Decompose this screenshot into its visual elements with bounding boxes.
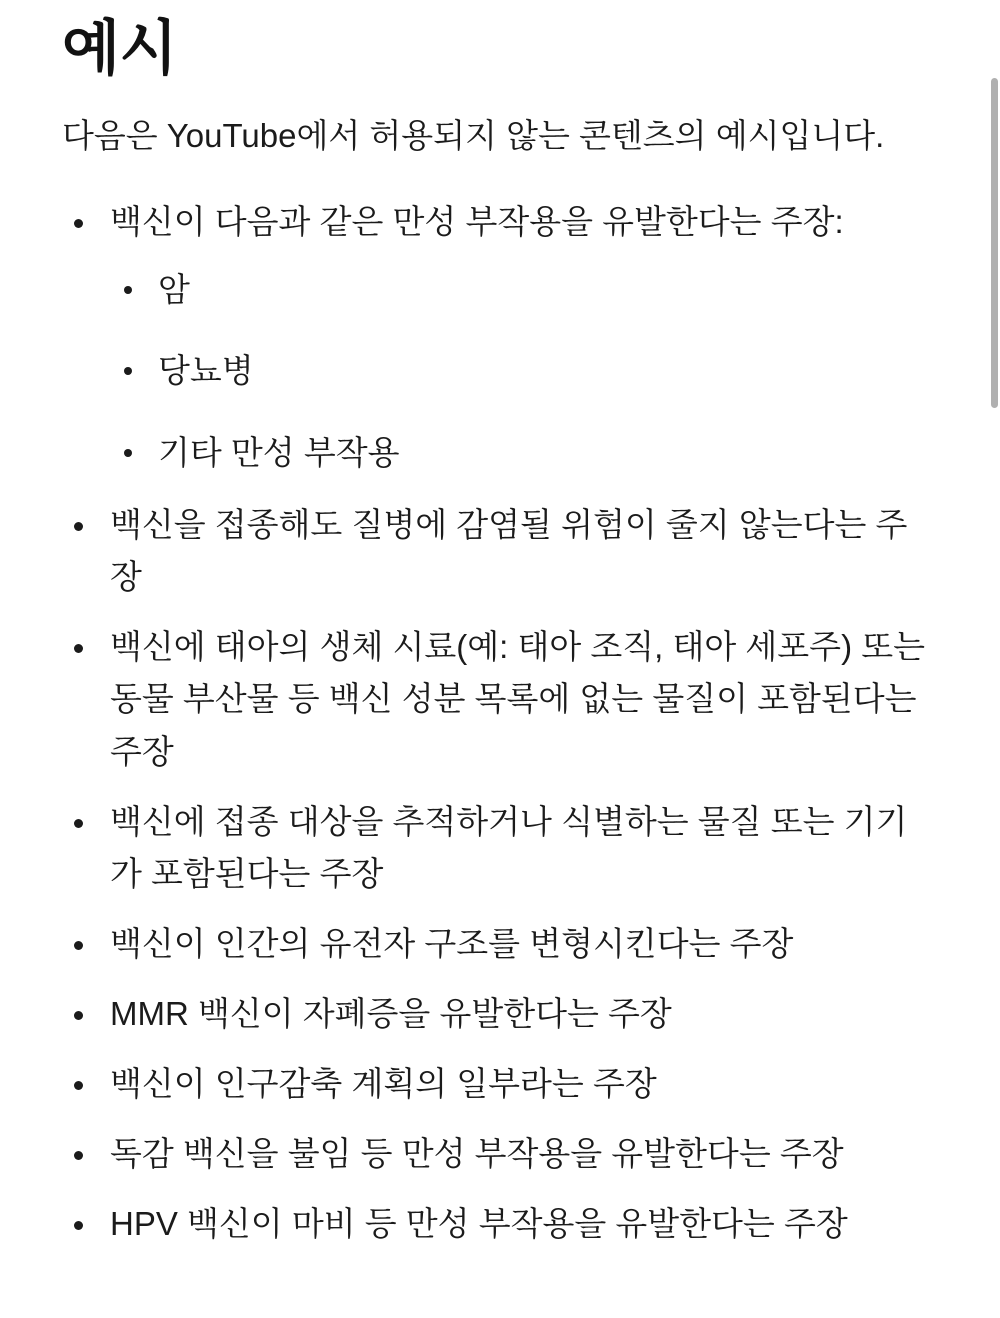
- list-item-text: 백신에 태아의 생체 시료(예: 태아 조직, 태아 세포주) 또는 동물 부산물 등 백신 성분 목록에 없는 물질이 포함된다는 주장: [110, 628, 925, 770]
- list-item: [62, 1128, 936, 1180]
- list-item-text: 백신이 인간의 유전자 구조를 변형시킨다는 주장: [110, 924, 794, 962]
- sub-list-item: [110, 346, 936, 396]
- list-item-text: 독감 백신을 불임 등 만성 부작용을 유발한다는 주장: [110, 1135, 844, 1173]
- list-item: [62, 988, 936, 1040]
- sub-list: [110, 265, 936, 478]
- list-item: [62, 1058, 936, 1110]
- list-item-text: 백신을 접종해도 질병에 감염될 위험이 줄지 않는다는 주장: [110, 506, 908, 596]
- sub-list-item-text: 기타 만성 부작용: [158, 433, 400, 471]
- sub-list-item-text: 당뇨병: [158, 352, 254, 390]
- list-item: [62, 1198, 936, 1250]
- list-item: [62, 196, 936, 477]
- list-item-text: 백신이 다음과 같은 만성 부작용을 유발한다는 주장:: [110, 203, 844, 241]
- list-item: [62, 499, 936, 603]
- sub-list-item: [110, 428, 936, 478]
- list-item-text: 백신이 인구감축 계획의 일부라는 주장: [110, 1065, 657, 1103]
- list-item-text: 백신에 접종 대상을 추적하거나 식별하는 물질 또는 기기가 포함된다는 주장: [110, 802, 908, 892]
- list-item: [62, 621, 936, 777]
- sub-list-item: [110, 265, 936, 315]
- vertical-scrollbar[interactable]: [988, 0, 1000, 1318]
- disallowed-content-list: [62, 196, 936, 1250]
- list-item-text: MMR 백신이 자폐증을 유발한다는 주장: [110, 995, 672, 1033]
- intro-paragraph: 다음은 YouTube에서 허용되지 않는 콘텐츠의 예시입니다.: [62, 117, 885, 154]
- page-title: 예시: [62, 15, 177, 82]
- list-item: [62, 796, 936, 900]
- sub-list-item-text: 암: [158, 270, 190, 308]
- list-item-text: HPV 백신이 마비 등 만성 부작용을 유발한다는 주장: [110, 1205, 848, 1243]
- list-item: [62, 918, 936, 970]
- vertical-scroll-thumb[interactable]: [991, 78, 998, 408]
